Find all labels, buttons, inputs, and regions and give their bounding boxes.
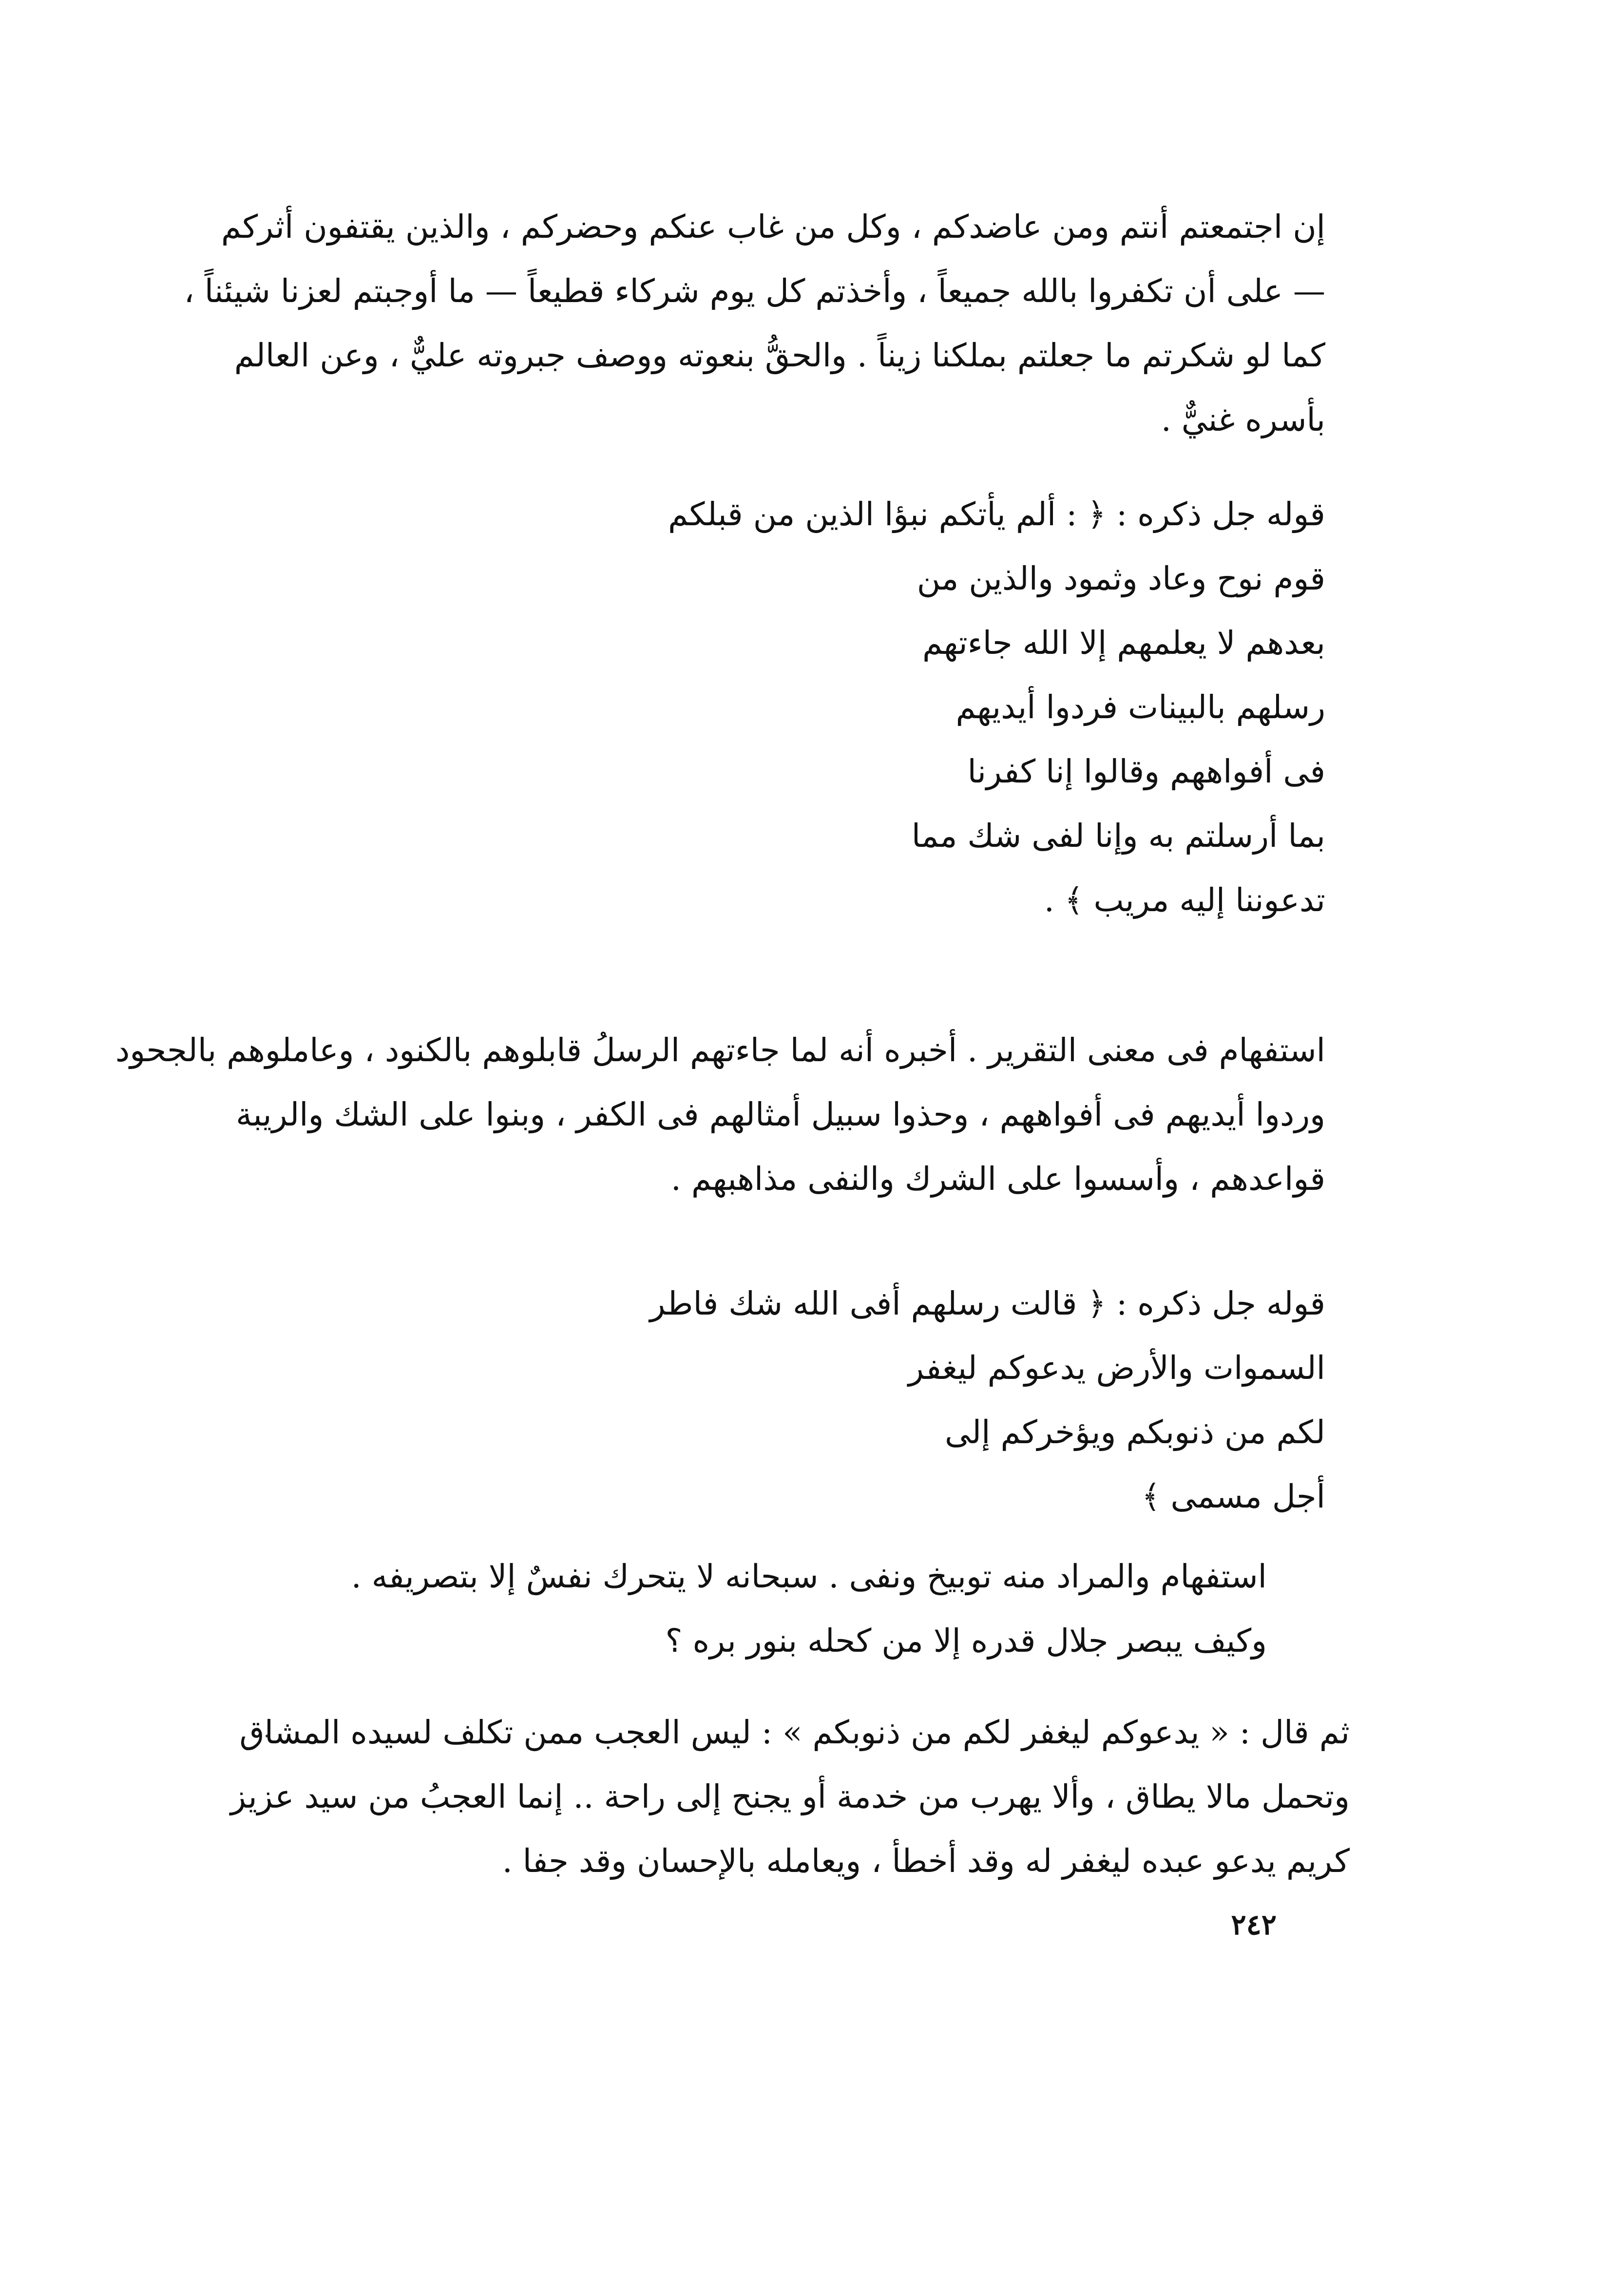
text-line: وردوا أيديهم فى أفواههم ، وحذوا سبيل أمثالهم فى الكفر ، وبنوا على الشك والريبة [235,1096,1325,1133]
text-line: كريم يدعو عبده ليغفر له وقد أخطأ ، ويعامله بالإحسان وقد جفا . [502,1842,1350,1880]
quran-verse-2 [633,1272,1325,1529]
text-line: بأسره غنيٌّ . [1161,401,1325,439]
quran-verse-1 [633,482,1325,933]
verse-line: بعدهم لا يعلمهم إلا الله جاءتهم [922,624,1325,662]
text-line: إن اجتمعتم أنتم ومن عاضدكم ، وكل من غاب عنكم وحضركم ، والذين يقتفون أثركم [221,208,1325,246]
paragraph-1 [184,195,1325,452]
page-number: ٢٤٢ [1231,1908,1277,1941]
verse-line: قوله جل ذكره : ﴿ : ألم يأتكم نبؤا الذين من قبلكم [668,496,1325,533]
text-line: استفهام فى معنى التقرير . أخبره أنه لما جاءتهم الرسلُ قابلوهم بالكنود ، وعاملوهم بالجحود [115,1031,1325,1069]
text-line: وكيف يبصر جلال قدره إلا من كحله بنور بره ؟ [665,1622,1267,1660]
text-line: ثم قال : « يدعوكم ليغفر لكم من ذنوبكم » : ليس العجب ممن تكلف لسيده المشاق [239,1714,1350,1751]
paragraph-4 [230,1700,1350,1893]
text-line: قواعدهم ، وأسسوا على الشرك والنفى مذاهبهم . [670,1160,1325,1198]
verse-line: قوم نوح وعاد وثمود والذين من [917,560,1325,597]
text-line: — على أن تكفروا بالله جميعاً ، وأخذتم كل يوم شركاء قطيعاً — ما أوجبتم لعزنا شيئناً ، [184,272,1325,310]
text-line: كما لو شكرتم ما جعلتم بملكنا زيناً . والحقُّ بنعوته ووصف جبروته عليٌّ ، وعن العالم [234,337,1325,374]
paragraph-3 [351,1545,1267,1673]
verse-line: لكم من ذنوبكم ويؤخركم إلى [945,1413,1325,1451]
text-line: وتحمل مالا يطاق ، وألا يهرب من خدمة أو يجنح إلى راحة .. إنما العجبُ من سيد عزيز [230,1778,1350,1815]
verse-line: السموات والأرض يدعوكم ليغفر [908,1349,1325,1387]
text-line: استفهام والمراد منه توبيخ ونفى . سبحانه لا يتحرك نفسٌ إلا بتصريفه . [351,1558,1267,1595]
verse-line: قوله جل ذكره : ﴿ قالت رسلهم أفى الله شك فاطر [650,1285,1325,1322]
verse-line: فى أفواههم وقالوا إنا كفرنا [967,753,1325,790]
verse-line: أجل مسمى ﴾ [1141,1478,1325,1515]
verse-line: رسلهم بالبينات فردوا أيديهم [955,688,1325,726]
verse-line: بما أرسلتم به وإنا لفى شك مما [911,817,1325,855]
verse-line: تدعوننا إليه مريب ﴾ . [1044,881,1325,919]
paragraph-2 [115,1018,1325,1211]
